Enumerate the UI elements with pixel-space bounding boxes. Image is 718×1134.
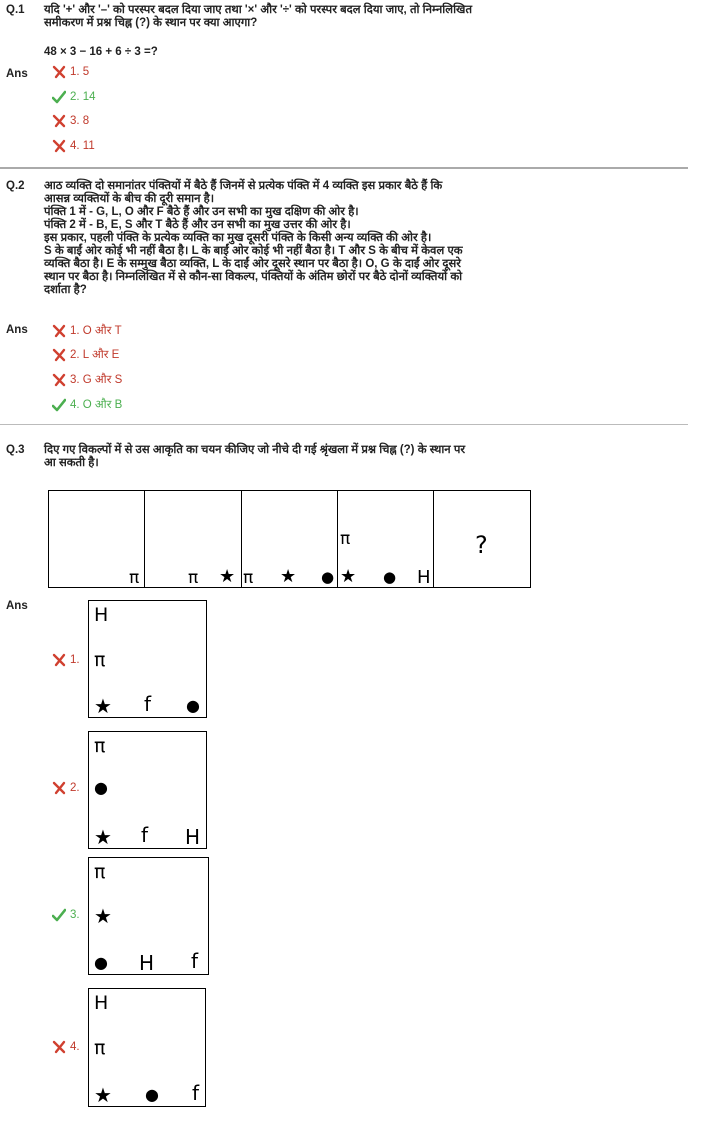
check-icon [52,398,66,412]
option-label: 4. O और B [70,399,123,411]
option-4 [52,397,122,412]
question-text: यदि '+' और '–' को परस्पर बदल दिया जाए तथा '×' और '÷' को परस्पर बदल दिया जाए, तो निम्नलिखित समीकरण में प्रश्न चिह्न (?) के स्थान पर क्या आएगा? [44,4,473,29]
option-2 [52,90,96,104]
pi-symbol: π [94,735,106,757]
option-3-figure [88,857,209,975]
option-2-figure [88,731,207,849]
answer-label: Ans [6,68,28,80]
cell-divider [337,491,338,587]
dot-symbol: ● [186,696,200,715]
divider [0,424,688,425]
question-text: आठ व्यक्ति दो समानांतर पंक्तियों में बैठे हैं जिनमें से प्रत्येक पंक्ति में 4 व्यक्ति इस प्रकार बैठे हैं कि आसन्न व्यक्तियों के बीच की दूरी समान है। पंक्ति 1 में - G, L, O और F बैठे हैं और उन सभी का मुख दक्षिण की ओर है। पंक्ति 2 में - B, E, S और T बैठे हैं और उन सभी का मुख उत्तर की ओर है। इस प्रकार, पहली पंक्ति के प्रत्येक व्यक्ति का मुख दूसरी पंक्ति के किसी अन्य व्यक्ति की ओर है। S के बाईं ओर कोई भी नहीं बैठा है। L के बाईं ओर कोई भी नहीं बैठा है। T और S के बीच में केवल एक व्यक्ति बैठा है। E के सम्मुख बैठा व्यक्ति, L के दाईं ओर दूसरे स्थान पर बैठा है। O, G के दाईं ओर दूसरे स्थान पर बैठा है। निम्नलिखित में से कौन-सा विकल्प, पंक्तियों के अंतिम छोरों पर बैठे दोनों व्यक्तियों को दर्शाता है? [44,180,463,296]
cross-icon [52,65,66,79]
pi-symbol: π [340,529,351,549]
option-label: 4. 11 [70,140,95,152]
dot-symbol: ● [383,568,397,586]
cross-icon [52,114,66,128]
option-3 [52,908,80,922]
option-label: 3. G और S [70,374,123,386]
pi-symbol: π [129,568,140,588]
cross-icon [52,781,66,795]
option-label: 1. O और T [70,325,122,337]
answer-label: Ans [6,324,28,336]
cross-icon [52,1040,66,1054]
option-label: 2. L और E [70,349,120,361]
option-2 [52,781,80,795]
option-1 [52,653,80,667]
option-label: 2. [70,782,80,794]
cross-icon [52,139,66,153]
equation: 48 × 3 − 16 + 6 ÷ 3 =? [44,46,158,58]
check-icon [52,90,66,104]
star-symbol: ★ [94,1083,112,1107]
option-4 [52,1040,80,1054]
cell-divider [241,491,242,587]
option-label: 4. [70,1041,80,1053]
h-symbol: H [185,825,201,849]
option-label: 3. 8 [70,115,90,127]
option-1-figure [88,600,207,718]
pi-symbol: π [94,1037,106,1059]
f-symbol: f [141,823,149,847]
dot-symbol: ● [321,568,335,586]
star-symbol: ★ [219,566,236,587]
option-1 [52,323,122,338]
h-symbol: H [94,604,109,626]
option-label: 3. [70,909,80,921]
f-symbol: f [144,692,152,716]
h-symbol: H [139,951,155,975]
star-symbol: ★ [280,566,297,587]
star-symbol: ★ [340,566,357,587]
cross-icon [52,373,66,387]
dot-symbol: ● [94,953,108,972]
cross-icon [52,348,66,362]
pi-symbol: π [188,568,199,588]
f-symbol: f [192,1081,200,1105]
question-text: दिए गए विकल्पों में से उस आकृति का चयन कीजिए जो नीचे दी गई श्रृंखला में प्रश्न चिह्न (?) के स्थान पर आ सकती है। [44,444,466,469]
cell-divider [433,491,434,587]
pi-symbol: π [94,861,106,883]
dot-symbol: ● [145,1085,159,1104]
option-4-figure [88,988,206,1107]
option-4 [52,139,95,153]
series-figure [48,490,531,588]
cross-icon [52,653,66,667]
h-symbol: H [417,567,431,588]
question-mark-symbol: ? [475,531,488,559]
star-symbol: ★ [94,694,112,718]
option-1 [52,65,89,79]
question-number: Q.2 [6,180,25,192]
star-symbol: ★ [94,904,112,928]
question-number: Q.1 [6,4,25,16]
option-3 [52,114,89,128]
option-2 [52,347,119,362]
answer-label: Ans [6,600,28,612]
option-label: 1. 5 [70,66,90,78]
cross-icon [52,324,66,338]
option-label: 2. 14 [70,91,96,103]
option-3 [52,372,122,387]
dot-symbol: ● [94,778,108,797]
h-symbol: H [94,992,109,1014]
divider [0,167,688,169]
question-number: Q.3 [6,444,25,456]
option-label: 1. [70,654,80,666]
pi-symbol: π [94,649,106,671]
f-symbol: f [191,949,199,973]
check-icon [52,908,66,922]
pi-symbol: π [243,568,254,588]
star-symbol: ★ [94,825,112,849]
cell-divider [144,491,145,587]
